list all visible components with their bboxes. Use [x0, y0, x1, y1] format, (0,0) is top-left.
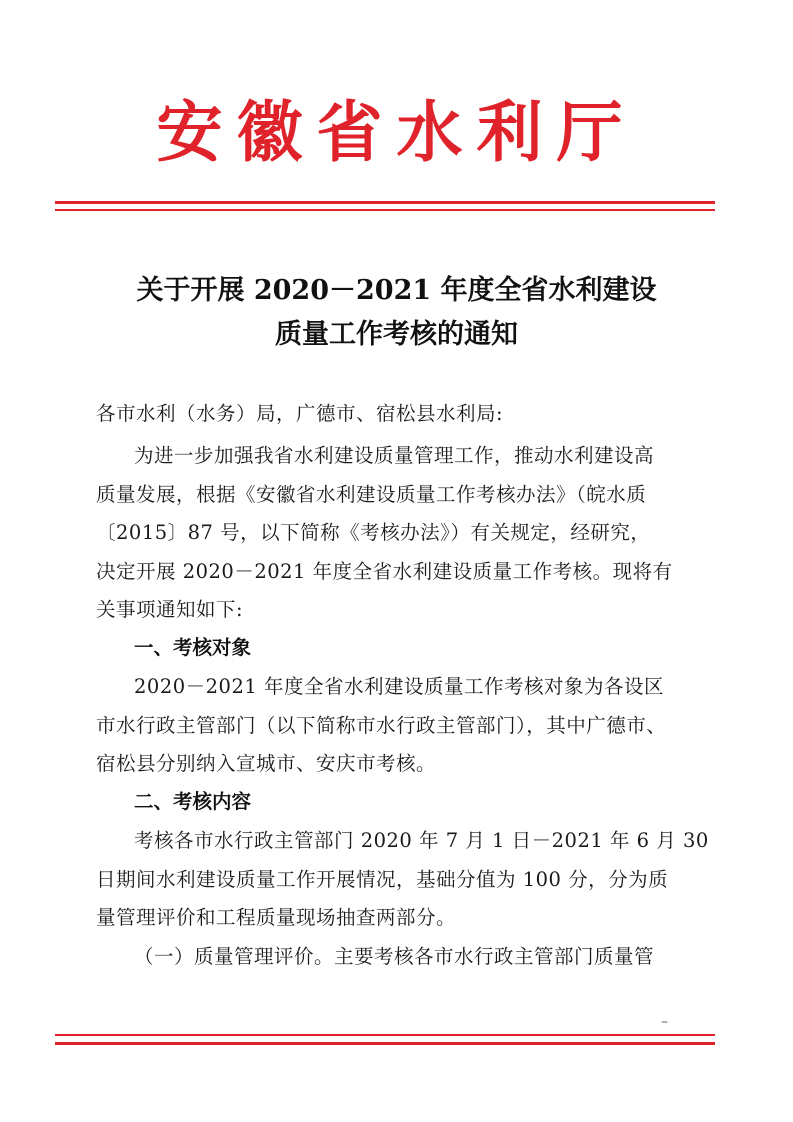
header-red-rule-thin	[55, 209, 715, 211]
document-title-line-2: 质量工作考核的通知	[275, 319, 518, 350]
subsection-line-1: （一）质量管理评价。主要考核各市水行政主管部门质量管	[134, 945, 655, 968]
intro-line-1: 为进一步加强我省水利建设质量管理工作，推动水利建设高	[134, 444, 655, 467]
document-title-line-1: 关于开展 2020－2021 年度全省水利建设	[136, 275, 657, 306]
section-1-line-1: 2020－2021 年度全省水利建设质量工作考核对象为各设区	[134, 675, 664, 698]
intro-line-2: 质量发展，根据《安徽省水利建设质量工作考核办法》（皖水质	[96, 483, 647, 506]
section-heading-1: 一、考核对象	[134, 636, 252, 659]
footer-red-rule-thin	[55, 1034, 715, 1036]
intro-line-3: 〔2015〕87 号，以下简称《考核办法》）有关规定，经研究，	[96, 521, 651, 544]
section-2-line-2: 日期间水利建设质量工作开展情况，基础分值为 100 分，分为质	[96, 868, 669, 891]
section-heading-2: 二、考核内容	[134, 790, 252, 813]
footer-red-rule-thick	[55, 1042, 715, 1045]
section-2-line-1: 考核各市水行政主管部门 2020 年 7 月 1 日－2021 年 6 月 30	[134, 829, 709, 852]
section-1-line-3: 宿松县分别纳入宣城市、安庆市考核。	[96, 752, 437, 775]
intro-line-4: 决定开展 2020－2021 年度全省水利建设质量工作考核。现将有	[96, 560, 673, 583]
salutation: 各市水利（水务）局，广德市、宿松县水利局:	[96, 402, 504, 425]
organization-header: 安徽省水利厅	[156, 93, 637, 171]
intro-line-5: 关事项通知如下:	[96, 598, 244, 621]
header-red-rule-thick	[55, 201, 715, 204]
section-2-line-3: 量管理评价和工程质量现场抽查两部分。	[96, 906, 457, 929]
section-1-line-2: 市水行政主管部门（以下简称市水行政主管部门），其中广德市、	[96, 714, 667, 737]
page-number-mark: –	[661, 1014, 668, 1030]
